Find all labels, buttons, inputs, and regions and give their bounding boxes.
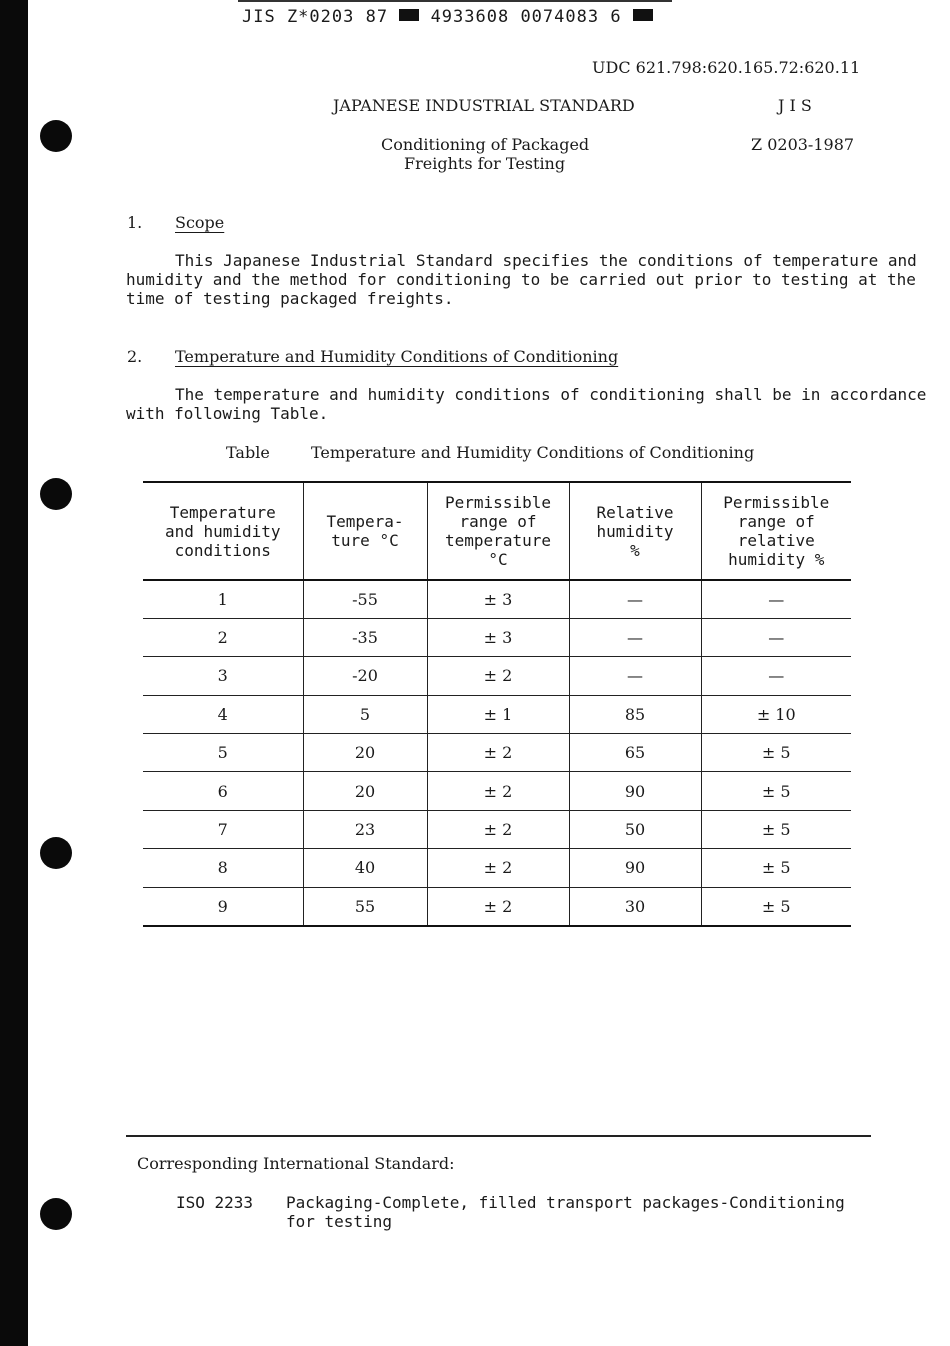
cell-humidity-range: ± 5 (701, 849, 851, 887)
cell-temperature-range: ± 2 (427, 772, 569, 810)
cell-temperature: 5 (303, 695, 427, 733)
cell-condition: 2 (217, 628, 228, 648)
section2-number: 2. (127, 347, 143, 366)
cell-temperature: -35 (303, 618, 427, 656)
cell-temperature-range: ± 2 (427, 887, 569, 925)
corresponding-standard-label: Corresponding International Standard: (137, 1154, 455, 1173)
table-row (143, 695, 851, 733)
header-temperature: Tempera- ture °C (303, 482, 427, 580)
table-row (143, 810, 851, 848)
header-temperature-range: Permissible range of temperature °C (427, 482, 569, 580)
cell-temperature: 40 (303, 849, 427, 887)
iso-number: ISO 2233 (176, 1193, 254, 1212)
cell-humidity: — (569, 618, 701, 656)
scan-header (242, 7, 653, 27)
cell-humidity-range: ± 5 (701, 887, 851, 925)
udc-code: UDC 621.798:620.165.72:620.11 (592, 58, 861, 77)
footnote-rule (126, 1135, 871, 1137)
scan-header-number: 4933608 0074083 6 (430, 7, 622, 27)
black-square-icon (399, 9, 419, 21)
cell-temperature-range: ± 1 (427, 695, 569, 733)
cell-humidity: — (569, 580, 701, 618)
cell-condition: 5 (217, 743, 228, 763)
cell-condition: 6 (217, 781, 228, 801)
cell-temperature: 55 (303, 887, 427, 925)
cell-condition: 8 (217, 858, 228, 878)
cell-humidity: 90 (569, 849, 701, 887)
table-title: Temperature and Humidity Conditions of Conditioning (311, 443, 755, 462)
cell-temperature-range: ± 2 (427, 810, 569, 848)
iso-title-line1: Packaging-Complete, filled transport packages-Conditioning (286, 1193, 845, 1212)
header-relative-humidity: Relative humidity % (569, 482, 701, 580)
cell-temperature: -20 (303, 657, 427, 695)
scan-left-edge (0, 0, 28, 1346)
cell-humidity: 50 (569, 810, 701, 848)
table-row (143, 580, 851, 618)
punch-hole (40, 120, 72, 152)
header-rule (238, 0, 672, 2)
document-title-line2: Freights for Testing (404, 154, 566, 173)
document-title-line1: Conditioning of Packaged (381, 135, 590, 154)
cell-temperature: 20 (303, 772, 427, 810)
iso-title-line2: for testing (286, 1212, 392, 1231)
punch-hole (40, 1198, 72, 1230)
cell-temperature-range: ± 3 (427, 618, 569, 656)
cell-temperature-range: ± 3 (427, 580, 569, 618)
cell-condition: 7 (217, 820, 228, 840)
paragraph-line: The temperature and humidity conditions of conditioning shall be in accordance (175, 385, 927, 404)
section2-heading: Temperature and Humidity Conditions of Conditioning (175, 347, 619, 366)
table-row (143, 734, 851, 772)
cell-temperature: -55 (303, 580, 427, 618)
cell-temperature-range: ± 2 (427, 734, 569, 772)
cell-humidity-range: ± 5 (701, 734, 851, 772)
table-row (143, 849, 851, 887)
cell-condition: 9 (217, 896, 228, 916)
jis-mark: J I S (778, 96, 812, 115)
section1-heading: Scope (175, 213, 225, 232)
table-row (143, 772, 851, 810)
standard-number: Z 0203-1987 (751, 135, 855, 154)
cell-temperature: 20 (303, 734, 427, 772)
table-row (143, 657, 851, 695)
cell-humidity-range: ± 10 (701, 695, 851, 733)
table-label: Table (226, 443, 270, 462)
cell-humidity-range: — (701, 618, 851, 656)
paragraph-line: humidity and the method for conditioning to be carried out prior to testing at the (126, 270, 916, 289)
cell-condition: 1 (217, 589, 228, 609)
cell-humidity-range: — (701, 657, 851, 695)
punch-hole (40, 478, 72, 510)
cell-humidity: 30 (569, 887, 701, 925)
cell-humidity: — (569, 657, 701, 695)
table-row (143, 618, 851, 656)
section1-paragraph (126, 251, 917, 308)
cell-temperature-range: ± 2 (427, 657, 569, 695)
cell-condition: 3 (217, 666, 228, 686)
cell-humidity: 90 (569, 772, 701, 810)
cell-humidity: 65 (569, 734, 701, 772)
cell-humidity: 85 (569, 695, 701, 733)
standard-label: JAPANESE INDUSTRIAL STANDARD (333, 96, 635, 115)
cell-humidity-range: ± 5 (701, 772, 851, 810)
paragraph-line: This Japanese Industrial Standard specifies the conditions of temperature and (175, 251, 917, 270)
cell-humidity-range: ± 5 (701, 810, 851, 848)
paragraph-line: with following Table. (126, 404, 329, 423)
black-square-icon (633, 9, 653, 21)
header-conditions: Temperature and humidity conditions (164, 502, 281, 560)
paragraph-line: time of testing packaged freights. (126, 289, 454, 308)
punch-hole (40, 837, 72, 869)
cell-condition: 4 (217, 704, 228, 724)
header-humidity-range: Permissible range of relative humidity % (701, 482, 851, 580)
cell-temperature-range: ± 2 (427, 849, 569, 887)
conditions-table (143, 481, 851, 927)
cell-humidity-range: — (701, 580, 851, 618)
table-header-row (143, 482, 851, 580)
table-row (143, 887, 851, 925)
cell-temperature: 23 (303, 810, 427, 848)
section1-number: 1. (127, 213, 143, 232)
scan-header-code: JIS Z*0203 87 (242, 7, 389, 27)
section2-paragraph (126, 385, 927, 423)
